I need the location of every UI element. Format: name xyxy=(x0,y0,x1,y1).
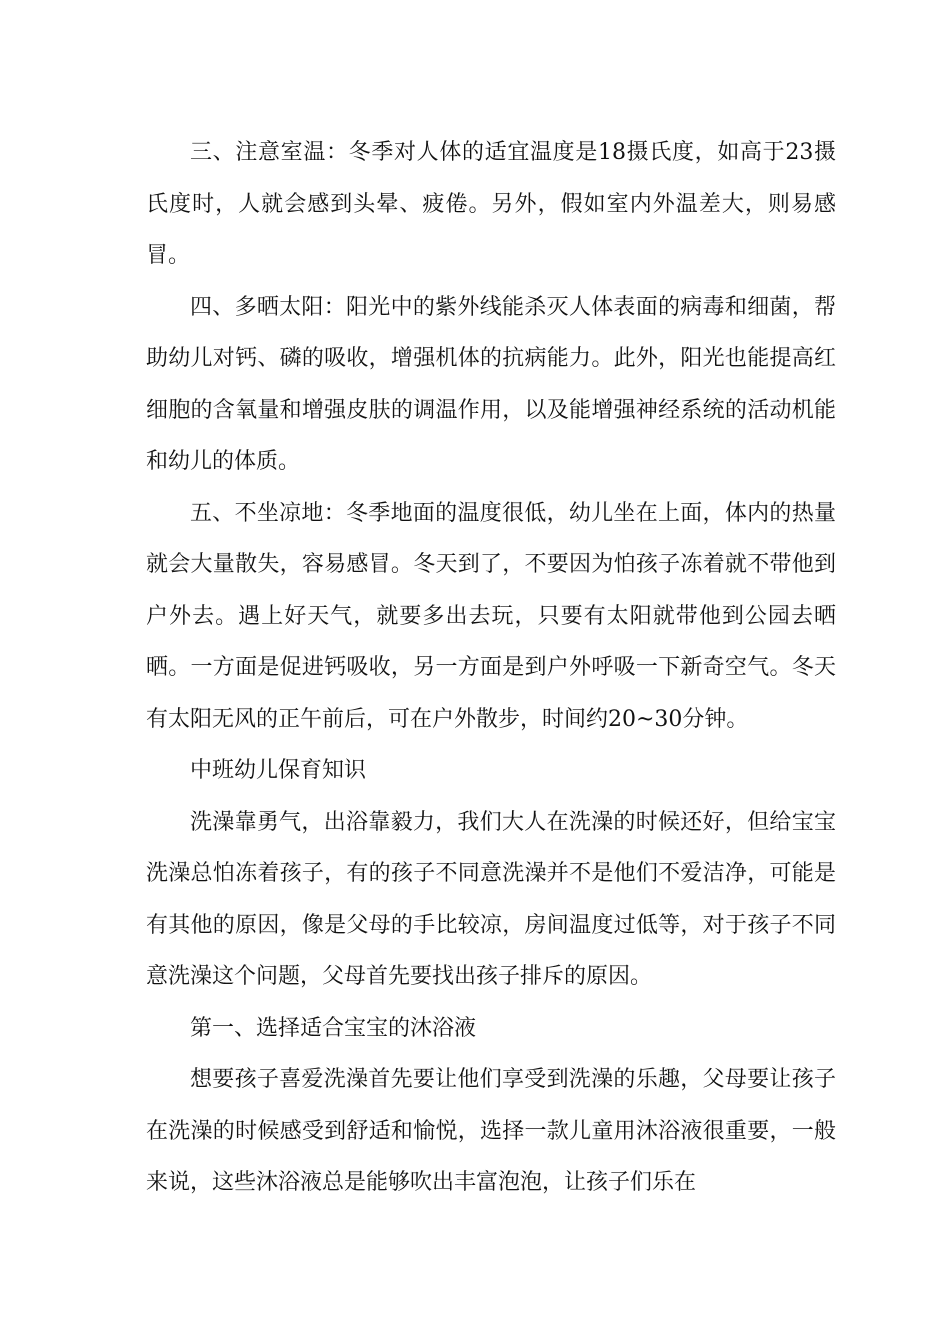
paragraph-body-wash: 想要孩子喜爱洗澡首先要让他们享受到洗澡的乐趣，父母要让孩子在洗澡的时候感受到舒适和愉悦，选择一款儿童用沐浴液很重要，一般来说，这些沐浴液总是能够吹出丰富泡泡，让孩子们乐在 xyxy=(146,1067,836,1195)
section-heading-body-wash: 第一、选择适合宝宝的沐浴液 xyxy=(190,1015,477,1041)
section-heading-childcare: 中班幼儿保育知识 xyxy=(190,758,367,783)
document-body xyxy=(146,127,836,1209)
paragraph-bathing-intro: 洗澡靠勇气，出浴靠毅力，我们大人在洗澡的时候还好，但给宝宝洗澡总怕冻着孩子，有的孩子不同意洗澡并不是他们不爱洁净，可能是有其他的原因，像是父母的手比较凉，房间温度过低等，对于孩子不同意洗澡这个问题，父母首先要找出孩子排斥的原因。 xyxy=(146,809,836,989)
paragraph-room-temperature: 三、注意室温：冬季对人体的适宜温度是18摄氏度，如高于23摄氏度时，人就会感到头晕、疲倦。另外，假如室内外温差大，则易感冒。 xyxy=(146,140,836,268)
paragraph-sunbathing: 四、多晒太阳：阳光中的紫外线能杀灭人体表面的病毒和细菌，帮助幼儿对钙、磷的吸收，增强机体的抗病能力。此外，阳光也能提高红细胞的含氧量和增强皮肤的调温作用，以及能增强神经系统的活动机能和幼儿的体质。 xyxy=(146,294,836,474)
paragraph-cold-ground: 五、不坐凉地：冬季地面的温度很低，幼儿坐在上面，体内的热量就会大量散失，容易感冒。冬天到了，不要因为怕孩子冻着就不带他到户外去。遇上好天气，就要多出去玩，只要有太阳就带他到公园去晒晒。一方面是促进钙吸收，另一方面是到户外呼吸一下新奇空气。冬天有太阳无风的正午前后，可在户外散步，时间约20~30分钟。 xyxy=(146,500,836,732)
